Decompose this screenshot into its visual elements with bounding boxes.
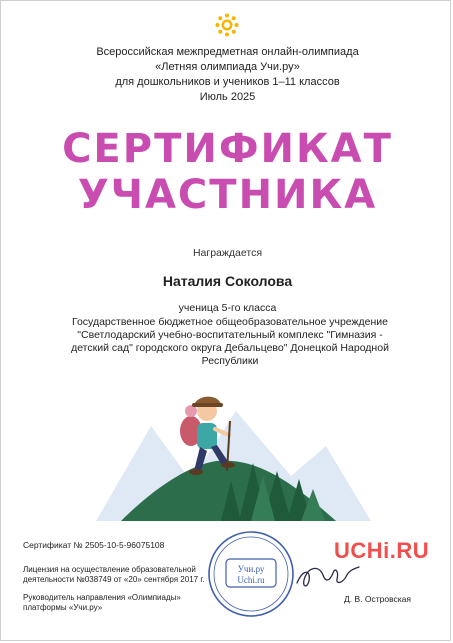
certificate-title-line-2: УЧАСТНИКА <box>77 172 378 218</box>
round-seal-stamp <box>206 529 296 619</box>
handwritten-signature <box>293 561 363 593</box>
recipient-grade: ученица 5-го класса <box>178 302 277 314</box>
recipient-school: Государственное бюджетное общеобразовательное учреждение "Светлодарский учебно-воспитательный комплекс "Гимназия - детский сад" городского округа Дебальцево" Донецкой Народной Республики <box>71 316 389 367</box>
signer-name: Д. В. Островская <box>344 594 411 604</box>
license-text: Лицензия на осуществление образовательной деятельности №038749 от «20» сентября 2017 г. <box>23 565 205 584</box>
stamp-text-bottom: Uchi.ru <box>237 575 265 585</box>
header-line-2: «Летняя олимпиада Учи.ру» <box>155 61 300 73</box>
header-line-4: Июль 2025 <box>199 91 256 103</box>
stamp-text-top: Учи.ру <box>237 564 265 574</box>
certificate-title-line-1: СЕРТИФИКАТ <box>62 126 393 172</box>
hiker-on-mountain-illustration <box>1 371 453 521</box>
certificate-number: Сертификат № 2505-10-5-96075108 <box>23 540 165 550</box>
header-line-1: Всероссийская межпредметная онлайн-олимпиада <box>96 46 359 58</box>
recipient-name: Наталия Соколова <box>162 273 293 289</box>
uchi-ru-logo: UCHi.RU <box>334 538 430 563</box>
olympiad-header <box>1 45 453 105</box>
sun-logo-icon <box>215 13 239 37</box>
head-of-direction: Руководитель направления «Олимпиады» платформы «Учи.ру» <box>23 593 181 612</box>
header-line-3: для дошкольников и учеников 1–11 классов <box>115 76 340 88</box>
award-label: Награждается <box>192 247 263 259</box>
